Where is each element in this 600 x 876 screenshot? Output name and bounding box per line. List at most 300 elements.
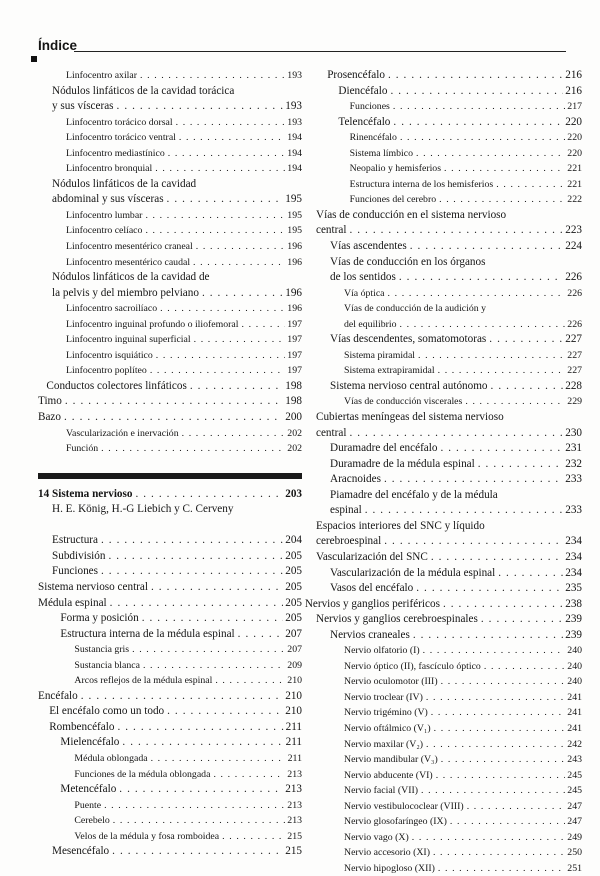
toc-entry-label: Conductos colectores linfáticos <box>46 379 187 392</box>
toc-entry-label: Timo <box>38 395 62 408</box>
toc-entry[interactable] <box>316 255 582 271</box>
toc-entry-page: 243 <box>567 754 582 766</box>
toc-entry-page: 198 <box>285 379 302 392</box>
toc-entry-label: Nervios y ganglios periféricos <box>304 597 440 610</box>
toc-entry-page: 239 <box>565 613 582 626</box>
toc-entry-page: 250 <box>567 847 582 859</box>
toc-entry[interactable] <box>316 223 582 239</box>
header-rule <box>74 51 566 52</box>
dot-leader <box>416 146 565 162</box>
dot-leader <box>496 177 565 193</box>
toc-entry-label: y sus vísceras <box>52 100 114 113</box>
toc-entry-label: Nervio mandibular (V₃) <box>344 754 438 766</box>
toc-entry[interactable] <box>316 115 582 131</box>
dot-leader <box>242 317 286 333</box>
toc-entry-page: 217 <box>567 101 582 113</box>
toc-column-right <box>304 68 582 876</box>
toc-entry-page: 251 <box>567 862 582 874</box>
toc-entry[interactable] <box>316 690 582 706</box>
toc-entry-label: Sustancia blanca <box>74 659 140 671</box>
dot-leader <box>182 426 286 442</box>
dot-leader <box>393 99 565 115</box>
toc-entry[interactable] <box>316 550 582 566</box>
dot-leader <box>151 580 283 596</box>
toc-entry-page: 222 <box>567 194 582 206</box>
toc-entry-page: 230 <box>565 426 582 439</box>
toc-entry[interactable] <box>38 627 302 643</box>
toc-entry[interactable] <box>316 861 582 876</box>
toc-entry-page: 194 <box>287 132 302 144</box>
dot-leader <box>167 192 284 208</box>
toc-entry-page: 233 <box>565 473 582 486</box>
toc-entry-label: central <box>316 426 347 439</box>
toc-entry[interactable] <box>316 643 582 659</box>
toc-entry[interactable] <box>316 130 582 146</box>
dot-leader <box>431 705 566 721</box>
chapter-heading[interactable] <box>38 487 302 503</box>
toc-entry[interactable] <box>316 84 582 100</box>
dot-leader <box>431 550 563 566</box>
toc-entry-page: 204 <box>285 534 302 547</box>
toc-entry-page: 205 <box>285 549 302 562</box>
toc-entry[interactable] <box>316 410 582 426</box>
toc-entry-page: 216 <box>565 69 582 81</box>
toc-entry-label: Linfocentro torácico ventral <box>66 132 176 144</box>
toc-entry[interactable] <box>316 488 582 504</box>
dot-leader <box>489 332 563 348</box>
toc-entry-label: Encéfalo <box>38 689 78 702</box>
toc-entry[interactable] <box>38 332 302 348</box>
dot-leader <box>410 239 563 255</box>
toc-entry-page: 194 <box>287 147 302 159</box>
toc-entry[interactable] <box>38 177 302 193</box>
dot-leader <box>438 861 565 876</box>
dot-leader <box>215 673 285 689</box>
dot-leader <box>112 844 283 860</box>
toc-entry-page: 245 <box>567 769 582 781</box>
dot-leader <box>349 426 563 442</box>
toc-entry-page: 213 <box>287 815 302 827</box>
toc-entry[interactable] <box>316 830 582 846</box>
toc-entry[interactable] <box>38 301 302 317</box>
toc-entry-label: de los sentidos <box>330 271 396 284</box>
dot-leader <box>160 301 285 317</box>
toc-entry-label: Linfocentro mesentérico caudal <box>66 256 191 268</box>
dot-leader <box>384 472 563 488</box>
toc-entry-page: 207 <box>285 627 302 640</box>
dot-leader <box>399 270 563 286</box>
dot-leader <box>433 845 565 861</box>
toc-entry[interactable] <box>38 115 302 131</box>
dot-leader <box>365 503 564 519</box>
toc-entry-label: Metencéfalo <box>60 783 117 796</box>
toc-entry[interactable] <box>316 239 582 255</box>
dot-leader <box>484 659 565 675</box>
toc-entry[interactable] <box>38 611 302 627</box>
toc-entry-label: Linfocentro axilar <box>66 70 137 81</box>
toc-entry-page: 211 <box>285 736 302 749</box>
dot-leader <box>168 146 286 162</box>
toc-entry-label: Nervio accesorio (XI) <box>344 847 430 859</box>
toc-entry[interactable] <box>316 472 582 488</box>
toc-entry[interactable] <box>316 659 582 675</box>
toc-entry-label: Telencéfalo <box>338 115 391 128</box>
toc-entry-page: 247 <box>567 816 582 828</box>
toc-entry[interactable] <box>38 844 302 860</box>
toc-entry[interactable] <box>38 68 302 84</box>
toc-entry-page: 229 <box>567 396 582 408</box>
dot-leader <box>418 348 565 364</box>
toc-entry-label: Nervio hipogloso (XII) <box>344 862 435 874</box>
toc-entry-page: 232 <box>565 457 582 470</box>
toc-entry-label: Nervio abducente (VI) <box>344 769 433 781</box>
toc-entry-page: 210 <box>285 689 302 702</box>
dot-leader <box>390 84 563 100</box>
dot-leader <box>444 161 565 177</box>
toc-entry[interactable] <box>316 503 582 519</box>
toc-entry[interactable] <box>316 674 582 690</box>
toc-entry-page: 226 <box>567 287 582 299</box>
dot-leader <box>101 441 285 457</box>
toc-entry[interactable] <box>38 394 302 410</box>
dot-leader <box>443 597 563 613</box>
toc-entry-page: 211 <box>287 752 302 764</box>
toc-entry-page: 215 <box>285 845 302 858</box>
toc-entry-label: espinal <box>330 504 362 517</box>
toc-entry[interactable] <box>38 363 302 379</box>
toc-entry-page: 200 <box>285 411 302 424</box>
toc-entry-label: Vías de conducción en el sistema nervioso <box>316 208 507 221</box>
dot-leader <box>441 674 566 690</box>
toc-entry-page: 245 <box>567 785 582 797</box>
dot-leader <box>145 208 285 224</box>
toc-entry[interactable] <box>38 813 302 829</box>
dot-leader <box>384 534 563 550</box>
toc-entry-label: Linfocentro lumbar <box>66 209 143 221</box>
toc-entry[interactable] <box>316 799 582 815</box>
toc-entry-label: Prosencéfalo <box>327 69 385 81</box>
toc-entry[interactable] <box>316 705 582 721</box>
chapter-authors: H. E. König, H.-G Liebich y C. Cerveny <box>52 503 234 516</box>
toc-entry-label: Rombencéfalo <box>49 720 115 733</box>
toc-entry-page: 216 <box>565 84 582 97</box>
toc-entry-label: Sistema límbico <box>349 147 413 159</box>
dot-leader <box>132 642 285 658</box>
toc-entry-label: Linfocentro mediastínico <box>66 147 165 159</box>
dot-leader <box>416 581 563 597</box>
toc-entry[interactable] <box>316 845 582 861</box>
dot-leader <box>222 829 285 845</box>
toc-entry[interactable] <box>316 161 582 177</box>
toc-entry[interactable] <box>38 99 302 115</box>
toc-entry[interactable] <box>38 596 302 612</box>
toc-entry[interactable] <box>38 549 302 565</box>
toc-entry-label: Nervio oftálmico (V₁) <box>344 722 431 734</box>
toc-entry-page: 198 <box>285 395 302 408</box>
toc-entry[interactable] <box>316 612 582 628</box>
toc-entry[interactable] <box>38 161 302 177</box>
toc-entry-page: 233 <box>565 504 582 517</box>
toc-entry-page: 193 <box>287 70 302 81</box>
toc-entry-page: 221 <box>567 163 582 175</box>
toc-entry[interactable] <box>38 704 302 720</box>
dot-leader <box>142 611 284 627</box>
toc-entry-label: Sustancia gris <box>74 644 130 656</box>
toc-entry[interactable] <box>38 255 302 271</box>
toc-entry[interactable] <box>38 564 302 580</box>
toc-entry-page: 205 <box>285 596 302 609</box>
toc-entry[interactable] <box>316 566 582 582</box>
toc-entry-label: Funciones <box>349 101 390 113</box>
toc-entry-label: Linfocentro celíaco <box>66 225 143 237</box>
toc-entry-label: Estructura interna de los hemisferios <box>349 178 494 190</box>
dot-leader <box>190 379 283 395</box>
toc-entry-page: 203 <box>285 487 302 500</box>
toc-entry-page: 220 <box>567 132 582 144</box>
toc-entry[interactable] <box>38 146 302 162</box>
toc-entry-page: 238 <box>565 597 582 610</box>
toc-entry-page: 231 <box>565 442 582 455</box>
toc-entry[interactable] <box>38 798 302 814</box>
toc-entry-page: 196 <box>287 241 302 253</box>
toc-entry[interactable] <box>38 767 302 783</box>
toc-entry-page: 226 <box>565 271 582 284</box>
toc-entry-label: Neopalio y hemisferios <box>349 163 442 175</box>
dot-leader <box>213 767 285 783</box>
toc-entry[interactable] <box>38 379 302 395</box>
toc-entry[interactable] <box>38 84 302 100</box>
toc-entry-page: 227 <box>565 333 582 346</box>
toc-entry-label: Nervio vestibulococlear (VIII) <box>344 800 464 812</box>
toc-entry[interactable] <box>316 581 582 597</box>
toc-entry-page: 223 <box>565 224 582 237</box>
toc-entry-label: Nervio glosofaríngeo (IX) <box>344 816 447 828</box>
toc-entry-page: 213 <box>287 799 302 811</box>
toc-entry-label: Nervio oculomotor (III) <box>344 676 438 688</box>
toc-entry[interactable] <box>316 534 582 550</box>
dot-leader <box>117 720 283 736</box>
toc-entry[interactable] <box>316 99 582 115</box>
toc-entry-page: 221 <box>567 178 582 190</box>
dot-leader <box>498 566 563 582</box>
toc-entry[interactable] <box>38 689 302 705</box>
dot-leader <box>81 689 283 705</box>
toc-entry[interactable] <box>38 208 302 224</box>
toc-entry[interactable] <box>38 426 302 442</box>
dot-leader <box>155 161 285 177</box>
toc-entry[interactable] <box>316 426 582 442</box>
toc-entry-label: Linfocentro mesentérico craneal <box>66 241 193 253</box>
toc-entry-page: 241 <box>567 691 582 703</box>
toc-entry[interactable] <box>38 829 302 845</box>
toc-entry-page: 226 <box>567 318 582 330</box>
toc-entry[interactable] <box>38 270 302 286</box>
toc-entry[interactable] <box>316 332 582 348</box>
toc-entry[interactable] <box>38 658 302 674</box>
toc-entry[interactable] <box>316 317 582 333</box>
dot-leader <box>145 223 285 239</box>
toc-entry-page: 202 <box>287 427 302 439</box>
toc-entry-label: Subdivisión <box>52 549 106 562</box>
toc-entry-label: Mielencéfalo <box>60 736 120 749</box>
toc-entry[interactable] <box>316 457 582 473</box>
toc-entry[interactable] <box>38 751 302 767</box>
toc-entry-page: 205 <box>285 580 302 593</box>
toc-entry[interactable] <box>38 130 302 146</box>
toc-entry-label: Nervios craneales <box>330 628 410 641</box>
toc-entry-page: 197 <box>287 349 302 361</box>
dot-leader <box>110 596 284 612</box>
toc-entry[interactable] <box>305 597 582 613</box>
toc-entry-label: Vasos del encéfalo <box>330 582 414 595</box>
toc-entry[interactable] <box>38 441 302 457</box>
dot-leader <box>108 549 283 565</box>
dot-leader <box>143 658 285 674</box>
toc-entry-page: 235 <box>565 582 582 595</box>
toc-entry[interactable] <box>316 519 582 535</box>
toc-entry-label: Nódulos linfáticos de la cavidad de <box>52 271 210 284</box>
toc-entry[interactable] <box>38 580 302 596</box>
toc-entry[interactable] <box>316 783 582 799</box>
toc-entry-label: cerebroespinal <box>316 535 382 548</box>
dot-leader <box>388 68 563 84</box>
toc-entry[interactable] <box>38 533 302 549</box>
toc-entry[interactable] <box>316 394 582 410</box>
toc-entry-page: 209 <box>287 659 302 671</box>
toc-entry-page: 205 <box>285 612 302 625</box>
dot-leader <box>440 441 563 457</box>
toc-entry-label: Forma y posición <box>60 612 139 625</box>
toc-entry-label: Espacios interiores del SNC y líquido <box>316 519 485 532</box>
toc-entry[interactable] <box>316 177 582 193</box>
toc-entry-label: Vías ascendentes <box>330 240 407 253</box>
dot-leader <box>393 115 563 131</box>
toc-entry-label: Funciones de la médula oblongada <box>74 768 211 780</box>
toc-entry[interactable] <box>316 68 582 84</box>
dot-leader <box>65 394 283 410</box>
dot-leader <box>202 286 283 302</box>
toc-entry-page: 197 <box>287 334 302 346</box>
toc-entry-page: 195 <box>285 193 302 206</box>
toc-entry-label: Vascularización e inervación <box>66 427 179 439</box>
toc-entry-label: Sistema nervioso central <box>38 580 148 593</box>
toc-entry[interactable] <box>316 379 582 395</box>
toc-entry-page: 247 <box>567 800 582 812</box>
toc-entry-page: 224 <box>565 240 582 253</box>
dot-leader <box>117 99 284 115</box>
toc-entry[interactable] <box>38 348 302 364</box>
dot-leader <box>349 223 563 239</box>
toc-entry-label: Rinencéfalo <box>349 132 397 144</box>
toc-entry-page: 215 <box>287 830 302 842</box>
toc-entry[interactable] <box>316 208 582 224</box>
toc-entry[interactable] <box>316 301 582 317</box>
toc-entry[interactable] <box>316 146 582 162</box>
toc-entry[interactable] <box>38 673 302 689</box>
toc-entry-label: Vía óptica <box>344 287 385 299</box>
toc-entry-label: Médula oblongada <box>74 752 148 764</box>
toc-entry-label: Nódulos linfáticos de la cavidad torácica <box>52 84 235 97</box>
toc-entry-page: 234 <box>565 566 582 579</box>
toc-entry[interactable] <box>316 721 582 737</box>
toc-entry-label: Función <box>66 443 99 455</box>
toc-entry[interactable] <box>38 782 302 798</box>
dot-leader <box>101 533 283 549</box>
toc-entry[interactable] <box>316 737 582 753</box>
toc-entry-label: Nervio óptico (II), fascículo óptico <box>344 660 481 672</box>
toc-entry[interactable] <box>316 286 582 302</box>
toc-entry-label: Sistema nervioso central autónomo <box>330 379 488 392</box>
toc-entry-label: Velos de la médula y fosa romboidea <box>74 830 220 842</box>
toc-entry-page: 220 <box>567 147 582 159</box>
toc-entry-page: 213 <box>287 768 302 780</box>
dot-leader <box>467 799 566 815</box>
toc-entry[interactable] <box>38 239 302 255</box>
dot-leader <box>434 721 566 737</box>
toc-entry[interactable] <box>38 192 302 208</box>
toc-entry-page: 197 <box>287 365 302 377</box>
toc-entry[interactable] <box>316 192 582 208</box>
toc-entry[interactable] <box>38 317 302 333</box>
dot-leader <box>167 704 283 720</box>
dot-leader <box>421 783 565 799</box>
dot-leader <box>113 813 286 829</box>
toc-entry-page: 193 <box>287 116 302 128</box>
toc-entry-label: Nódulos linfáticos de la cavidad <box>52 177 197 190</box>
toc-entry[interactable] <box>316 814 582 830</box>
toc-entry-page: 193 <box>285 100 302 113</box>
toc-entry-label: Linfocentro inguinal superficial <box>66 334 191 346</box>
toc-entry-label: Mesencéfalo <box>52 845 110 858</box>
toc-entry-label: Diencéfalo <box>338 84 388 97</box>
toc-entry-page: 213 <box>285 783 302 796</box>
dot-leader <box>465 394 565 410</box>
toc-entry-page: 220 <box>565 115 582 128</box>
toc-entry-label: Vascularización de la médula espinal <box>330 566 496 579</box>
toc-entry[interactable] <box>316 348 582 364</box>
toc-entry-page: 210 <box>285 705 302 718</box>
toc-entry[interactable] <box>316 628 582 644</box>
toc-entry[interactable] <box>38 223 302 239</box>
toc-entry[interactable] <box>316 441 582 457</box>
toc-entry[interactable] <box>316 768 582 784</box>
corner-marker <box>31 56 37 62</box>
dot-leader <box>135 487 283 503</box>
toc-entry[interactable] <box>38 286 302 302</box>
toc-entry[interactable] <box>38 720 302 736</box>
dot-leader <box>491 379 564 395</box>
dot-leader <box>140 68 285 84</box>
toc-entry[interactable] <box>316 752 582 768</box>
page-header <box>38 38 566 56</box>
toc-entry[interactable] <box>38 410 302 426</box>
toc-entry-label: del equilibrio <box>344 318 397 330</box>
toc-entry-label: Estructura <box>52 534 98 547</box>
toc-entry[interactable] <box>38 735 302 751</box>
toc-entry-label: Sistema piramidal <box>344 349 416 361</box>
toc-entry[interactable] <box>316 363 582 379</box>
toc-entry[interactable] <box>316 270 582 286</box>
toc-entry-label: Aracnoides <box>330 473 381 486</box>
dot-leader <box>194 332 286 348</box>
toc-entry-label: Arcos reflejos de la médula espinal <box>74 675 213 687</box>
toc-entry-label: la pelvis y del miembro pelviano <box>52 286 199 299</box>
dot-leader <box>423 643 566 659</box>
toc-entry-page: 242 <box>567 738 582 750</box>
dot-leader <box>413 628 563 644</box>
dot-leader <box>193 255 285 271</box>
toc-entry[interactable] <box>38 642 302 658</box>
